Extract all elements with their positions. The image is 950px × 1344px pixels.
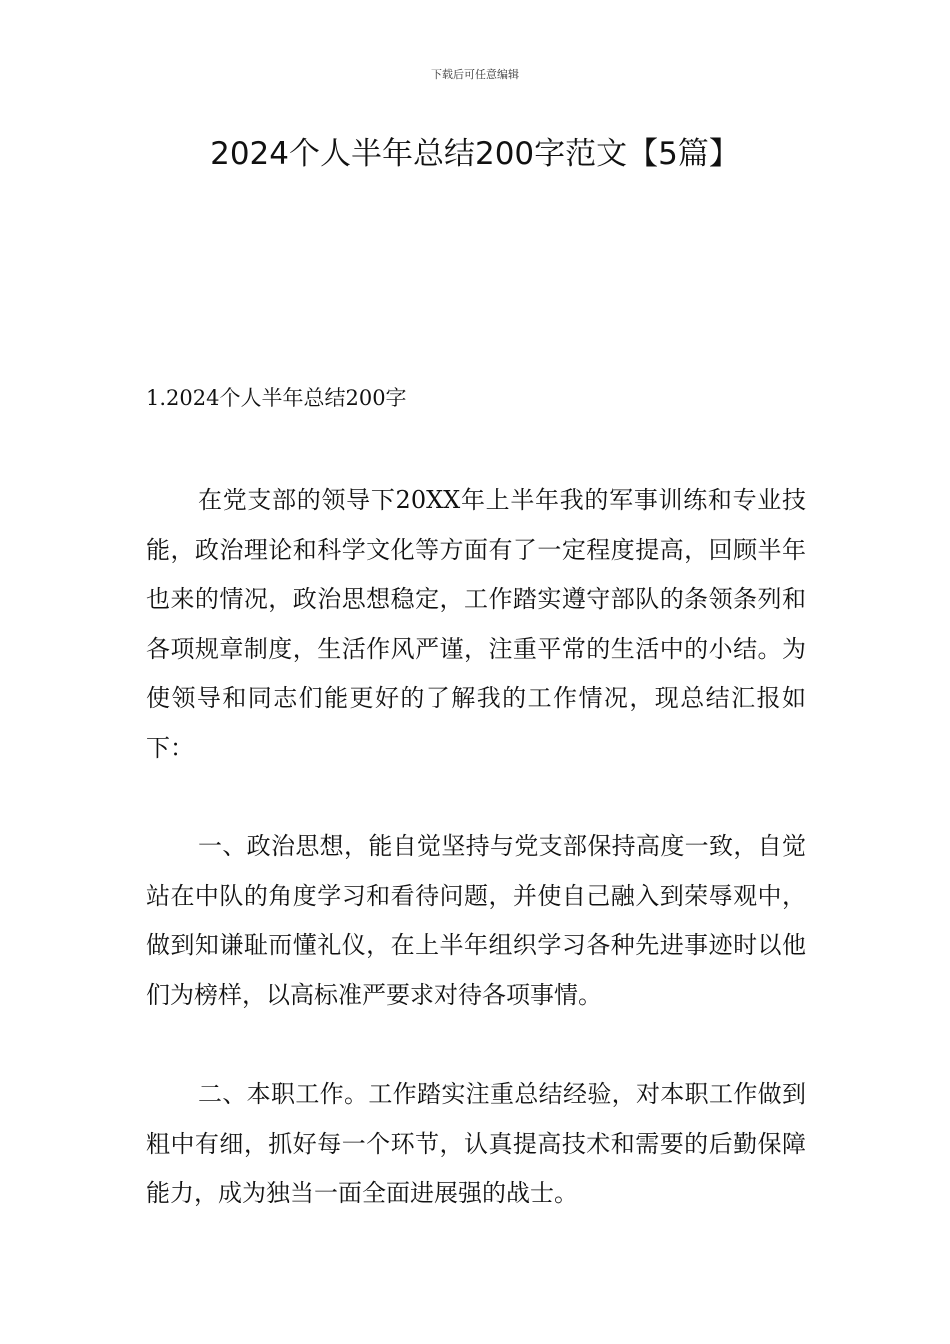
section-heading: 1.2024个人半年总结200字 [146, 386, 407, 410]
document-title: 2024个人半年总结200字范文【5篇】 [210, 136, 740, 172]
paragraph-duty: 二、本职工作。工作踏实注重总结经验，对本职工作做到粗中有细，抓好每一个环节，认真提高技术和需要的后勤保障能力，成为独当一面全面进展强的战士。 [146, 1080, 806, 1207]
paragraph-intro: 在党支部的领导下20XX年上半年我的军事训练和专业技能，政治理论和科学文化等方面有了一定程度提高，回顾半年也来的情况，政治思想稳定，工作踏实遵守部队的条领条列和各项规章制度，生活作风严谨，注重平常的生活中的小结。为使领导和同志们能更好的了解我的工作情况，现总结汇报如下： [146, 486, 806, 762]
paragraph-political: 一、政治思想，能自觉坚持与党支部保持高度一致，自觉站在中队的角度学习和看待问题，并使自己融入到荣辱观中，做到知谦耻而懂礼仪，在上半年组织学习各种先进事迹时以他们为榜样，以高标准严要求对待各项事情。 [146, 832, 806, 1009]
header-note: 下载后可任意编辑 [431, 68, 519, 81]
